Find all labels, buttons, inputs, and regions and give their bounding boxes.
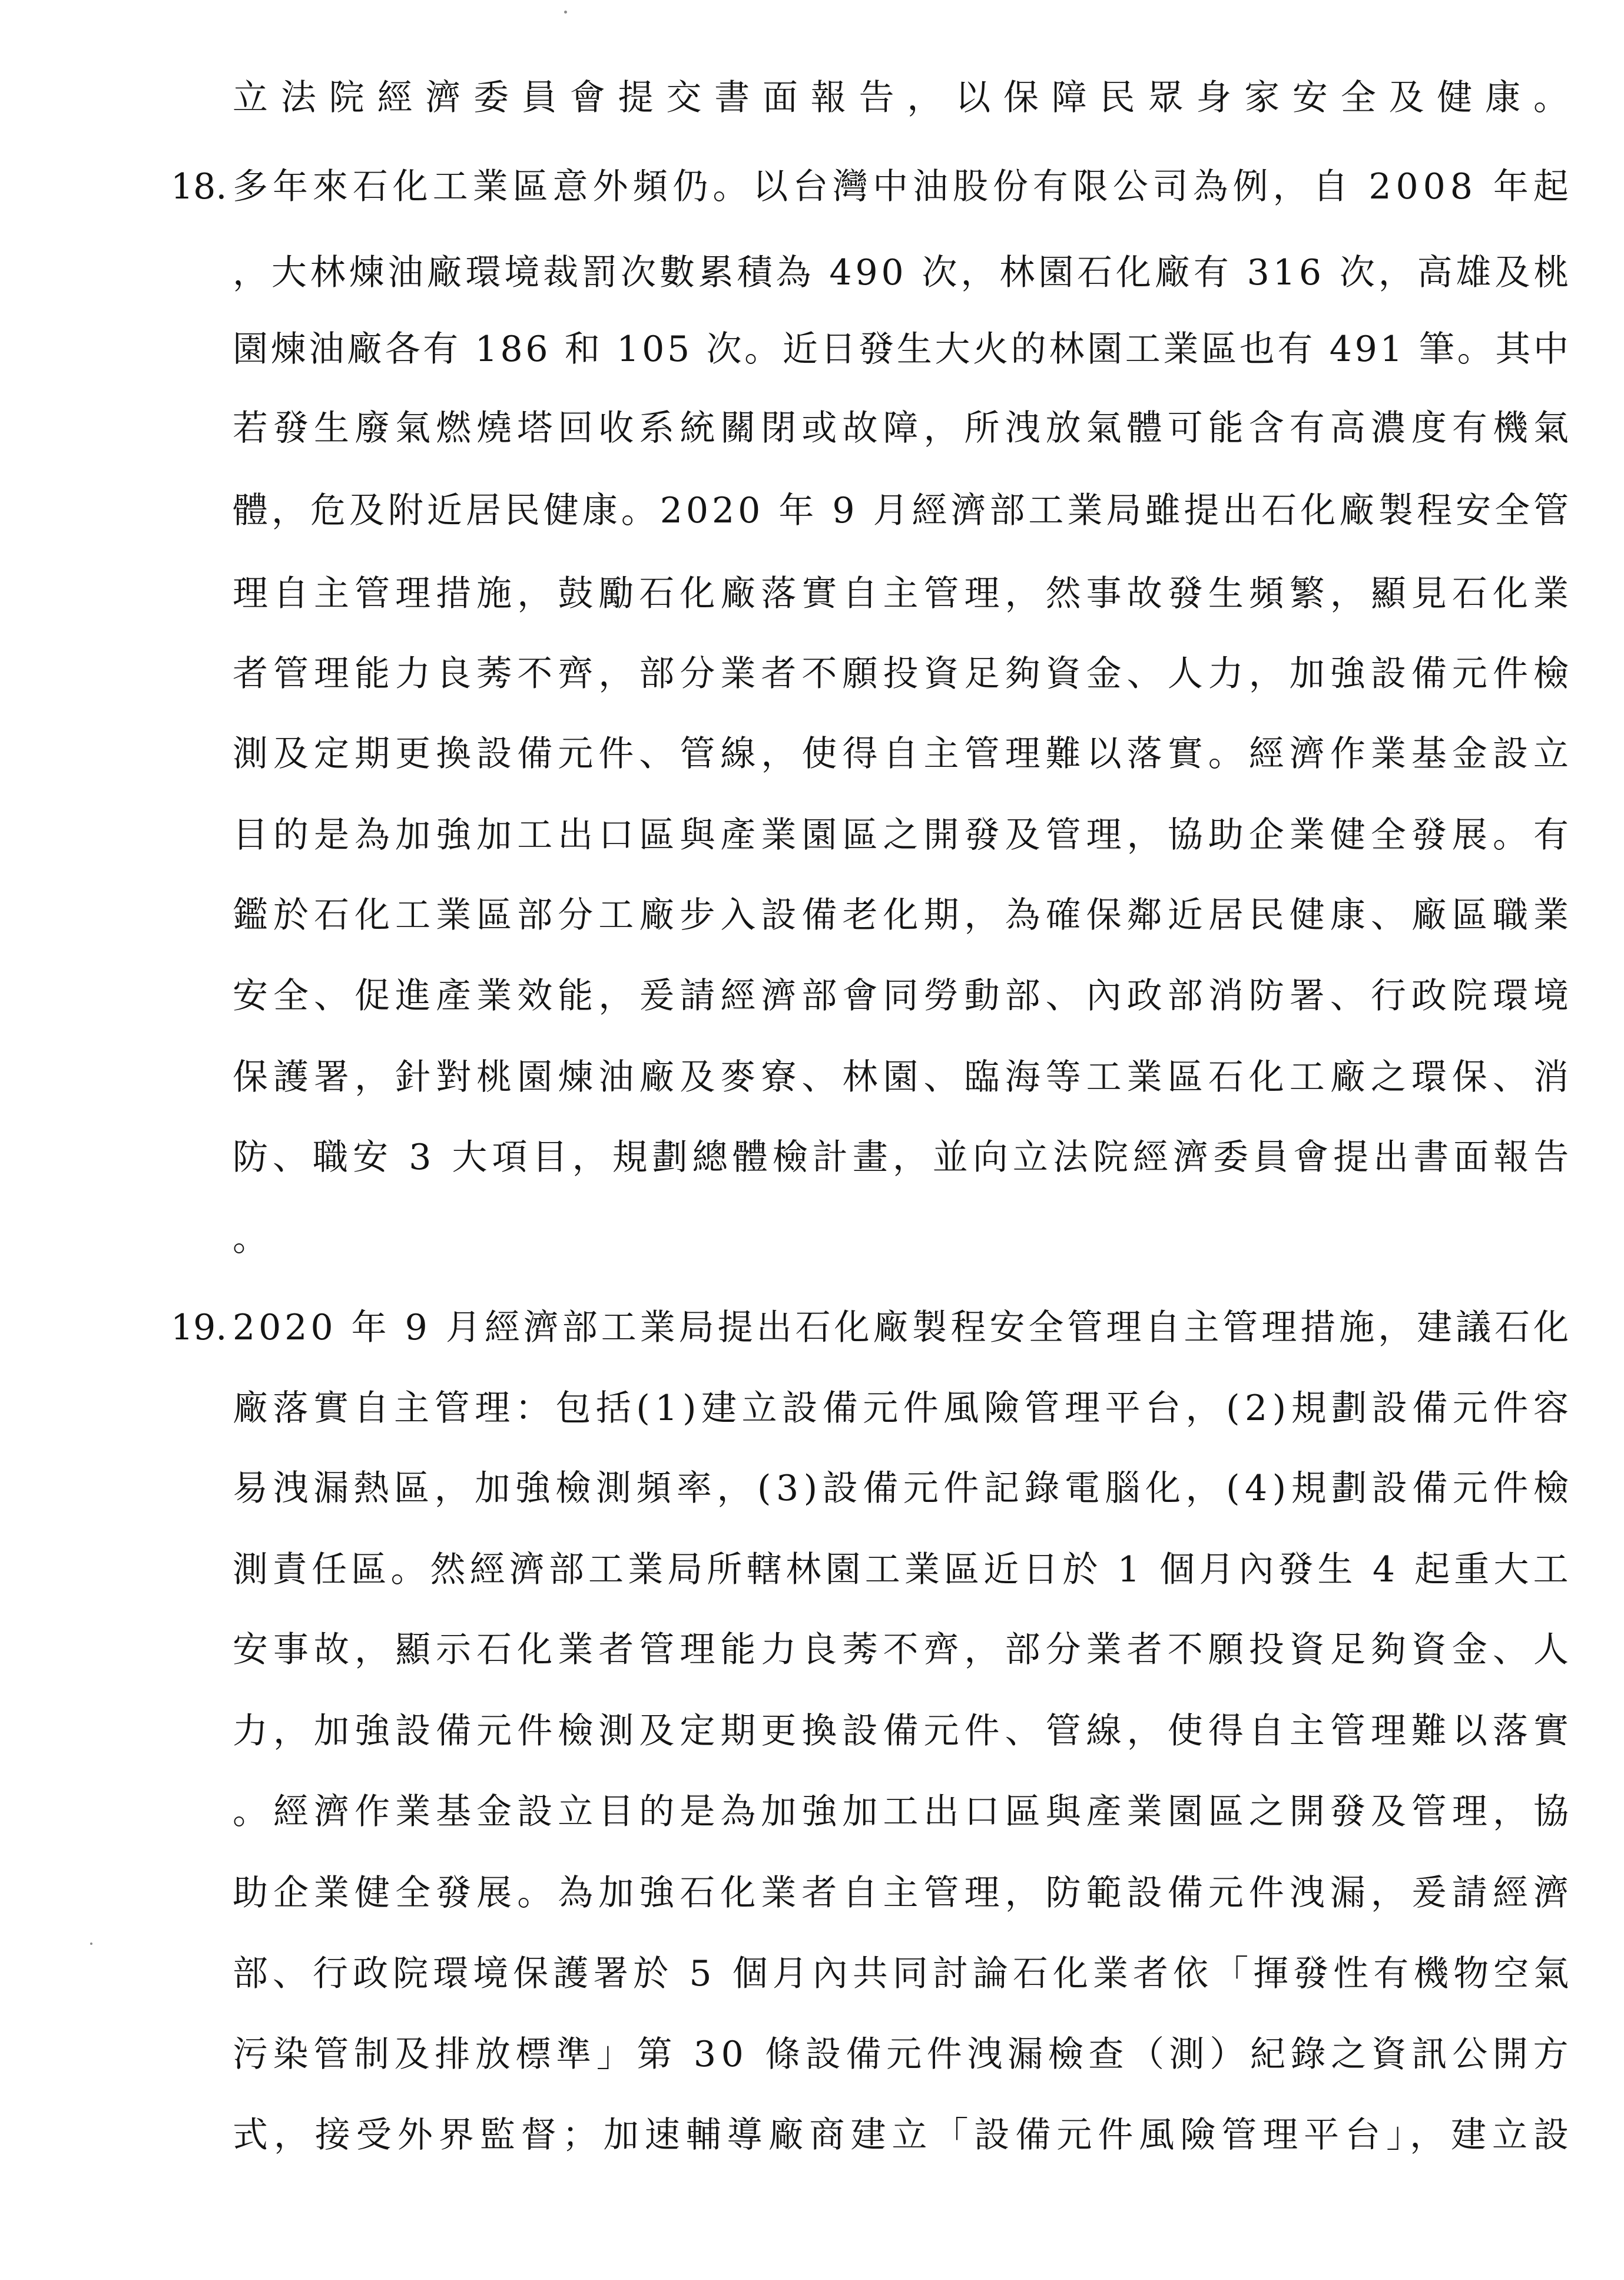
scan-speck (90, 1943, 92, 1945)
text-line: ，大林煉油廠環境裁罰次數累積為 490 次，林園石化廠有 316 次，高雄及桃 (233, 252, 1573, 293)
text-line: 多年來石化工業區意外頻仍。以台灣中油股份有限公司為例，自 2008 年起 (233, 166, 1573, 207)
text-line: 體，危及附近居民健康。2020 年 9 月經濟部工業局雖提出石化廠製程安全管 (233, 490, 1573, 531)
text-line: 園煉油廠各有 186 和 105 次。近日發生大火的林園工業區也有 491 筆。其中 (233, 329, 1572, 370)
text-line: 污染管制及排放標準」第 30 條設備元件洩漏檢查（測）紀錄之資訊公開方 (233, 2034, 1574, 2075)
text-line: 。 (233, 1218, 269, 1259)
scan-speck (564, 11, 567, 14)
text-line: 保護署，針對桃園煉油廠及麥寮、林園、臨海等工業區石化工廠之環保、消 (233, 1057, 1575, 1098)
text-line: 目的是為加強加工出口區與產業園區之開發及管理，協助企業健全發展。有 (233, 815, 1575, 856)
text-line: 防、職安 3 大項目，規劃總體檢計畫，並向立法院經濟委員會提出書面報告 (233, 1137, 1574, 1178)
text-line: 易洩漏熱區，加強檢測頻率，(3)設備元件記錄電腦化，(4)規劃設備元件檢 (233, 1468, 1574, 1509)
text-line: 測及定期更換設備元件、管線，使得自主管理難以落實。經濟作業基金設立 (233, 733, 1575, 775)
text-line: 力，加強設備元件檢測及定期更換設備元件、管線，使得自主管理難以落實 (233, 1710, 1575, 1752)
text-line: 式，接受外界監督；加速輔導廠商建立「設備元件風險管理平台」，建立設 (233, 2114, 1575, 2156)
text-line: 若發生廢氣燃燒塔回收系統關閉或故障，所洩放氣體可能含有高濃度有機氣 (233, 408, 1575, 449)
text-line: 者管理能力良莠不齊，部分業者不願投資足夠資金、人力，加強設備元件檢 (233, 653, 1575, 694)
item-number: 19. (171, 1307, 227, 1348)
text-line: 立法院經濟委員會提交書面報告，以保障民眾身家安全及健康。 (233, 77, 1582, 118)
text-line: 鑑於石化工業區部分工廠步入設備老化期，為確保鄰近居民健康、廠區職業 (233, 895, 1575, 936)
text-line: 廠落實自主管理：包括(1)建立設備元件風險管理平台，(2)規劃設備元件容 (233, 1388, 1574, 1429)
item-number: 18. (171, 166, 227, 207)
text-line: 。經濟作業基金設立目的是為加強加工出口區與產業園區之開發及管理，協 (233, 1791, 1575, 1832)
text-line: 2020 年 9 月經濟部工業局提出石化廠製程安全管理自主管理措施，建議石化 (233, 1307, 1573, 1348)
text-line: 安事故，顯示石化業者管理能力良莠不齊，部分業者不願投資足夠資金、人 (233, 1629, 1575, 1670)
text-line: 部、行政院環境保護署於 5 個月內共同討論石化業者依「揮發性有機物空氣 (233, 1953, 1574, 1994)
text-line: 測責任區。然經濟部工業局所轄林園工業區近日於 1 個月內發生 4 起重大工 (233, 1549, 1573, 1590)
text-line: 助企業健全發展。為加強石化業者自主管理，防範設備元件洩漏，爰請經濟 (233, 1872, 1575, 1914)
text-line: 安全、促進產業效能，爰請經濟部會同勞動部、內政部消防署、行政院環境 (233, 975, 1575, 1017)
text-line: 理自主管理措施，鼓勵石化廠落實自主管理，然事故發生頻繁，顯見石化業 (233, 573, 1575, 614)
